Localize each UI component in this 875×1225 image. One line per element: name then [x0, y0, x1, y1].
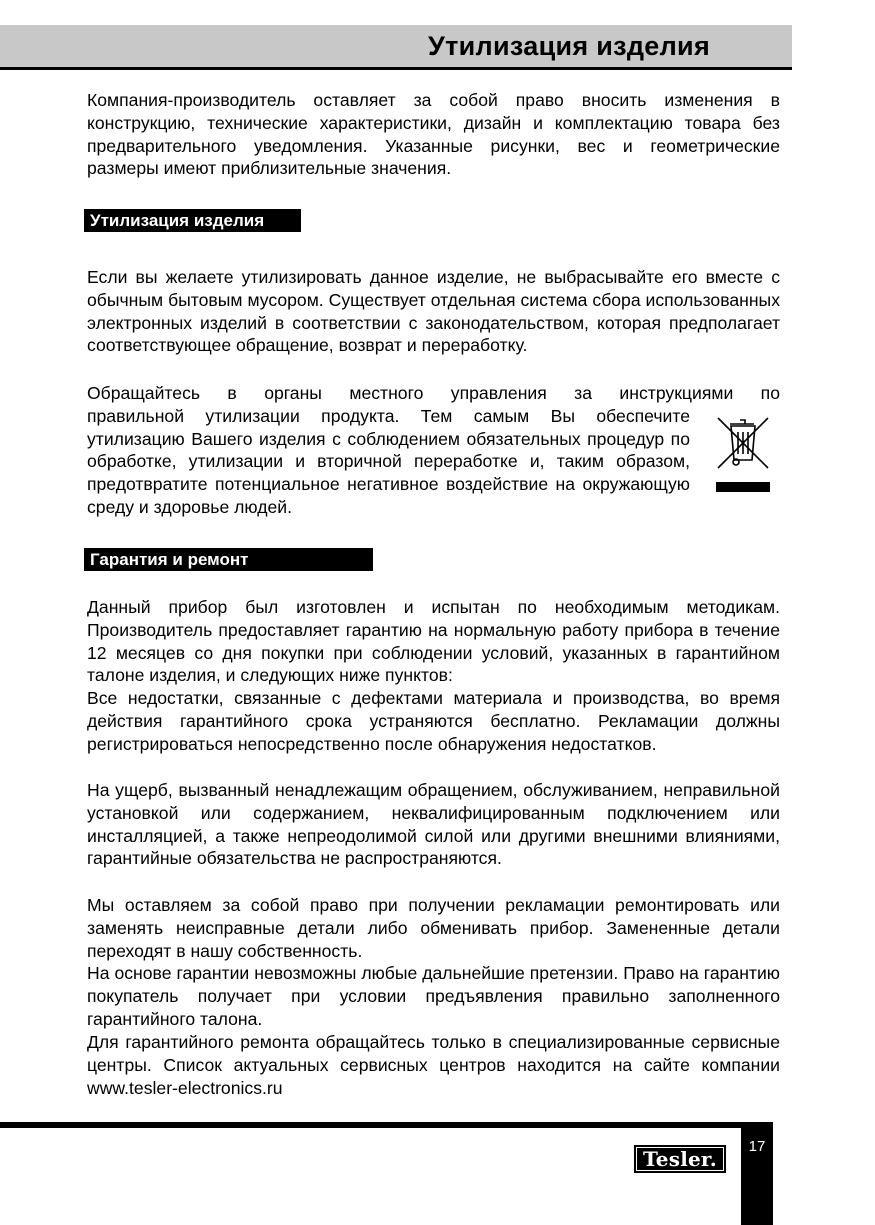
page-number: 17	[748, 1138, 766, 1155]
warranty-paragraph-1: Данный прибор был изготовлен и испытан по необходимым методикам. Производитель предоставляет гарантию на нормальную работу прибора в течение 12 месяцев со дня покупки при соблюдении условий, указанных в гарантийном талоне изделия, и следующих ниже пунктов:	[87, 597, 780, 686]
brand-logo	[634, 1145, 726, 1173]
disposal-paragraph-2	[87, 382, 780, 519]
brand-logo-text: Tesler.	[643, 1147, 717, 1171]
intro-paragraph: Компания-производитель оставляет за собой право вносить изменения в конструкцию, технические характеристики, дизайн и комплектацию товара без предварительного уведомления. Указанные рисунки, вес и геометрические размеры имеют приблизительные значения.	[87, 90, 780, 179]
warranty-heading: Гарантия и ремонт	[84, 548, 373, 571]
disposal-heading: Утилизация изделия	[84, 209, 301, 232]
footer-rule	[0, 1122, 742, 1128]
warranty-paragraph-6: Для гарантийного ремонта обращайтесь только в специализированные сервисные центры. Список актуальных сервисных центров находится на сайте компании www.tesler-electronics.ru	[87, 1032, 780, 1098]
disposal-paragraph-2-line-1: Обращайтесь в органы местного управления за инструкциями по	[87, 383, 780, 403]
crossed-out-wheelie-bin-icon	[712, 410, 772, 494]
header-rule	[0, 67, 792, 70]
warranty-paragraph-5: На основе гарантии невозможны любые дальнейшие претензии. Право на гарантию покупатель получает при условии предъявления правильно заполненного гарантийного талона.	[87, 963, 780, 1029]
disposal-paragraph-1: Если вы желаете утилизировать данное изделие, не выбрасывайте его вместе с обычным бытовым мусором. Существует отдельная система сбора использованных электронных изделий в соответствии с законодательством, которая предполагает соответствующее обращение, возврат и переработку.	[87, 267, 780, 356]
warranty-paragraph-2: Все недостатки, связанные с дефектами материала и производства, во время действия гарантийного срока устраняются бесплатно. Рекламации должны регистрироваться непосредственно после обнаружения недостатков.	[87, 688, 780, 754]
disposal-paragraph-2-rest: правильной утилизации продукта. Тем самым Вы обеспечите утилизацию Вашего изделия с соблюдением обязательных процедур по обработке, утилизации и вторичной переработке и, таким образом, предотвратите потенциальное негативное воздействие на окружающую среду и здоровье людей.	[87, 405, 690, 517]
page-title: Утилизация изделия	[428, 31, 710, 61]
warranty-paragraph-4: Мы оставляем за собой право при получении рекламации ремонтировать или заменять неисправные детали либо обменивать прибор. Замененные детали переходят в нашу собственность.	[87, 895, 780, 961]
logo-border	[636, 1147, 724, 1171]
warranty-paragraph-3: На ущерб, вызванный ненадлежащим обращением, обслуживанием, неправильной установкой или содержанием, неквалифицированным подключением или инсталляцией, а также непреодолимой силой или другими внешними влияниями, гарантийные обязательства не распространяются.	[87, 780, 780, 869]
